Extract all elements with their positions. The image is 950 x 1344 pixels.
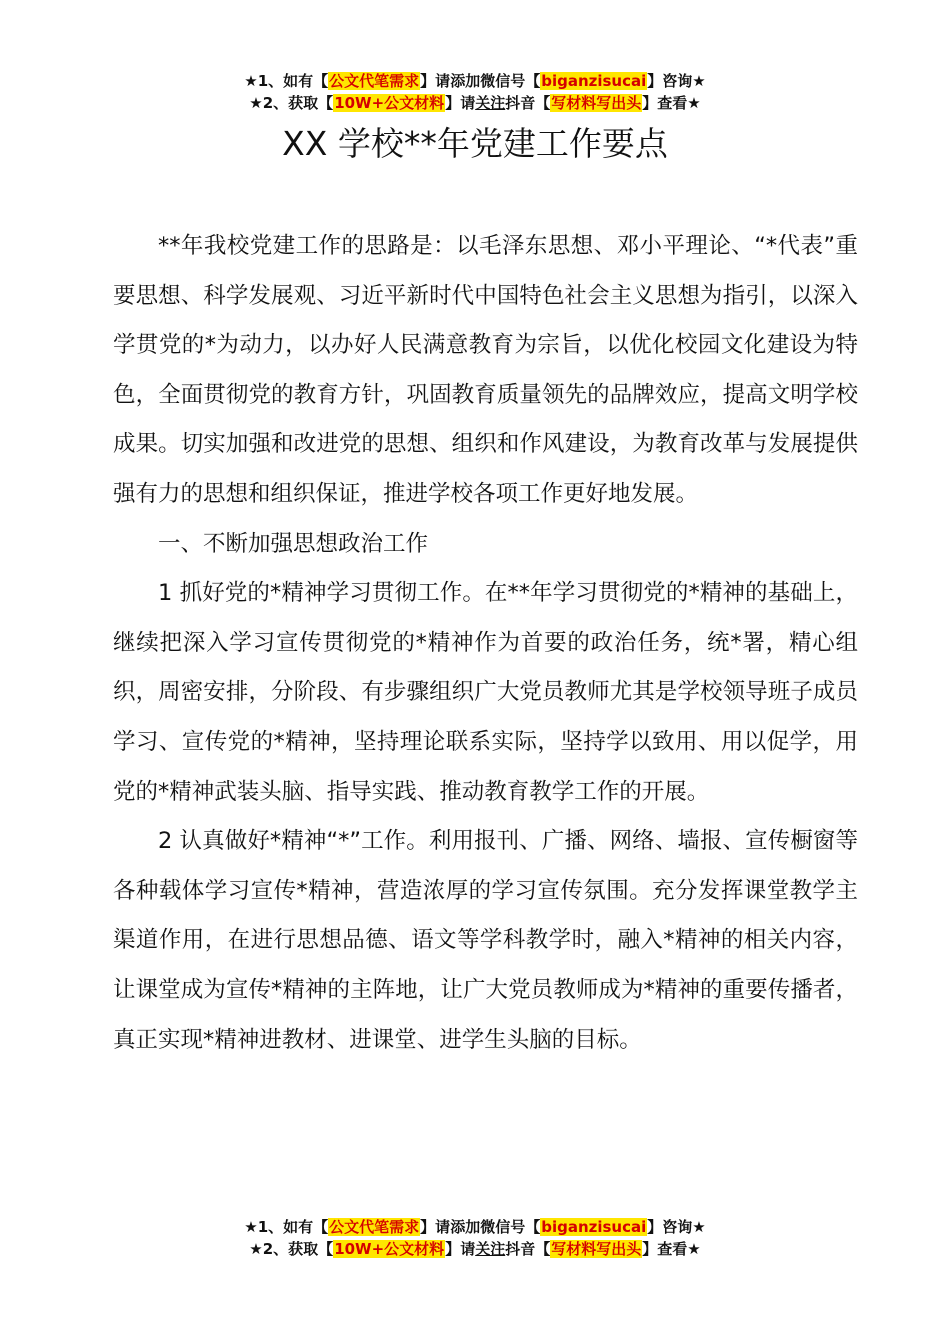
paragraph-item-1: 1 抓好党的*精神学习贯彻工作。在**年学习贯彻党的*精神的基础上，继续把深入学习宣传贯彻党的*精神作为首要的政治任务，统*署，精心组织，周密安排，分阶段、有步骤组织广大党员教师尤其是学校领导班子成员学习、宣传党的*精神，坚持理论联系实际，坚持学以致用、用以促学，用党的*精神武装头脑、指导实践、推动教育教学工作的开展。 (113, 580, 858, 805)
promo-banner-bottom (0, 1216, 950, 1260)
promo-text: 抖音【 (505, 94, 551, 112)
promo-text: 微信号【 (480, 72, 541, 90)
promo-line-2 (0, 1238, 950, 1260)
promo-line-1 (0, 70, 950, 92)
promo-text: 】查看★ (642, 94, 701, 112)
promo-emphasis: 添加 (450, 72, 481, 90)
promo-text: ★1、如有【 (244, 72, 329, 90)
promo-emphasis: 关注 (475, 1240, 506, 1258)
promo-highlight: biganzisucai (541, 1218, 647, 1236)
promo-text: 抖音【 (505, 1240, 551, 1258)
promo-text: ★1、如有【 (244, 1218, 329, 1236)
promo-line-1 (0, 1216, 950, 1238)
promo-text: ★2、获取【 (249, 94, 334, 112)
promo-text: 】请 (445, 1240, 476, 1258)
promo-text: 】请 (420, 1218, 451, 1236)
promo-banner-top (0, 70, 950, 114)
promo-highlight: 10W+公文材料 (334, 94, 445, 112)
promo-text: 】请 (445, 94, 476, 112)
promo-highlight: 写材料写出头 (551, 1240, 642, 1258)
promo-text: 】咨询★ (647, 1218, 706, 1236)
promo-line-2 (0, 92, 950, 114)
paragraph-item-2: 2 认真做好*精神“*”工作。利用报刊、广播、网络、墙报、宣传橱窗等各种载体学习宣传*精神，营造浓厚的学习宣传氛围。充分发挥课堂教学主渠道作用，在进行思想品德、语文等学科教学时，融入*精神的相关内容，让课堂成为宣传*精神的主阵地，让广大党员教师成为*精神的重要传播者，真正实现*精神进教材、进课堂、进学生头脑的目标。 (113, 828, 858, 1053)
promo-highlight: biganzisucai (541, 72, 647, 90)
promo-text: 】咨询★ (647, 72, 706, 90)
promo-highlight: 公文代笔需求 (329, 1218, 420, 1236)
promo-highlight: 公文代笔需求 (329, 72, 420, 90)
promo-highlight: 写材料写出头 (551, 94, 642, 112)
document-body (113, 222, 858, 1065)
promo-text: 】查看★ (642, 1240, 701, 1258)
section-heading: 一、不断加强思想政治工作 (158, 530, 429, 557)
promo-text: 微信号【 (480, 1218, 541, 1236)
paragraph-intro: **年我校党建工作的思路是：以毛泽东思想、邓小平理论、“*代表”重要思想、科学发展观、习近平新时代中国特色社会主义思想为指引，以深入学贯党的*为动力，以办好人民满意教育为宗旨，以优化校园文化建设为特色，全面贯彻党的教育方针，巩固教育质量领先的品牌效应，提高文明学校成果。切实加强和改进党的思想、组织和作风建设，为教育改革与发展提供强有力的思想和组织保证，推进学校各项工作更好地发展。 (113, 233, 858, 507)
promo-text: 】请 (420, 72, 451, 90)
promo-emphasis: 关注 (475, 94, 506, 112)
promo-emphasis: 添加 (450, 1218, 481, 1236)
document-title: XX 学校**年党建工作要点 (282, 124, 668, 163)
promo-highlight: 10W+公文材料 (334, 1240, 445, 1258)
promo-text: ★2、获取【 (249, 1240, 334, 1258)
